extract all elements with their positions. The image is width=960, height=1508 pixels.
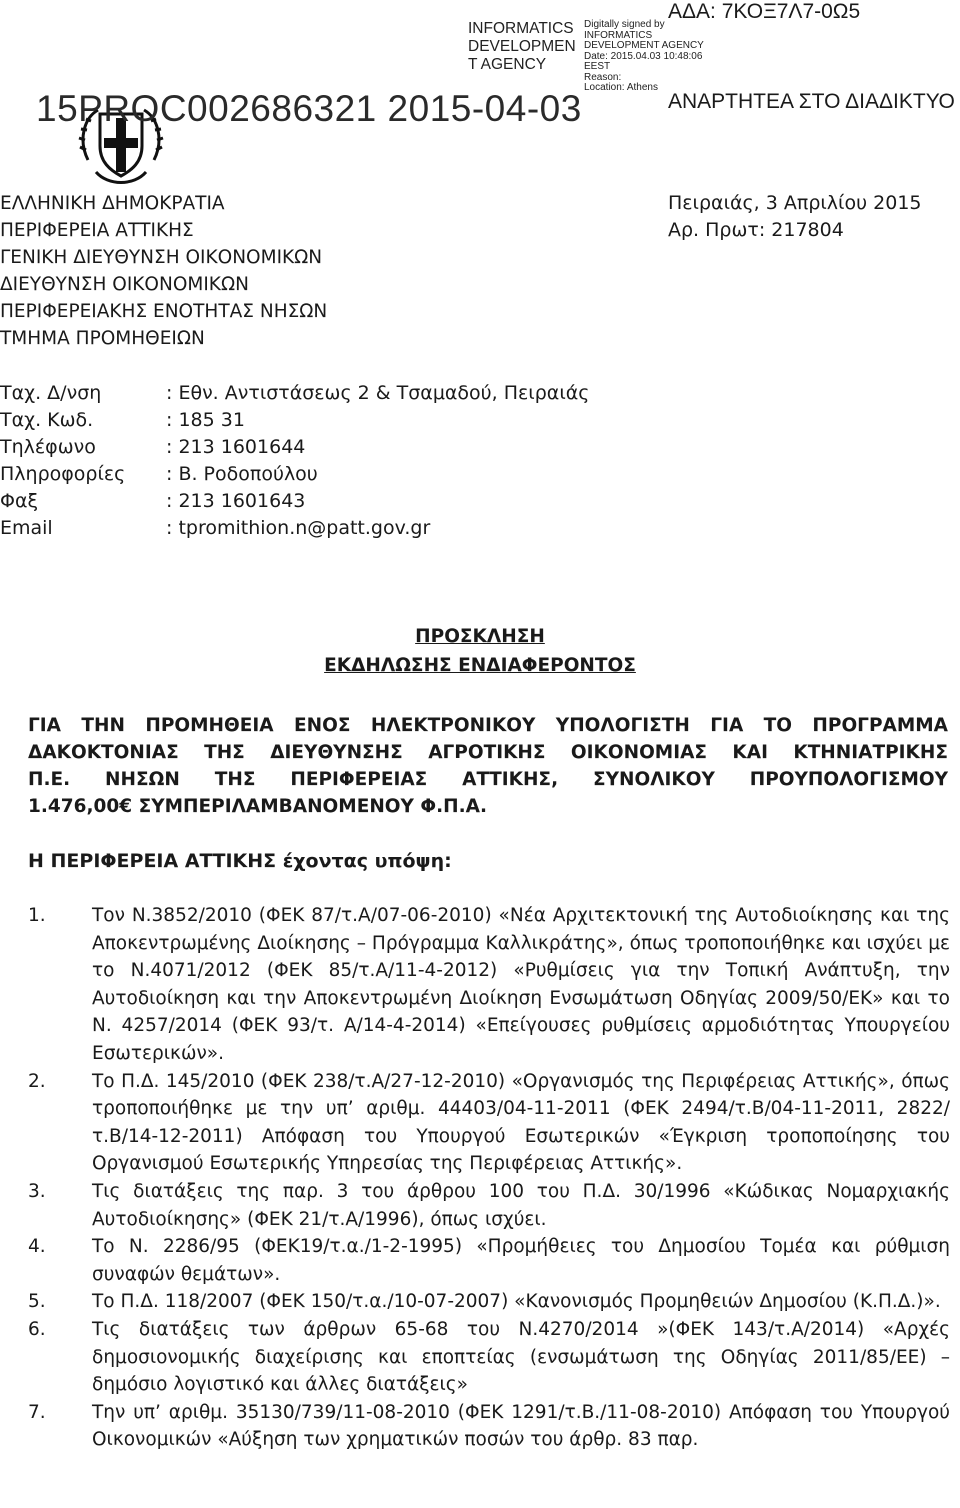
contact-row [0,488,589,515]
list-item [28,1316,950,1399]
authority-line: ΓΕΝΙΚΗ ΔΙΕΥΘΥΝΣΗ ΟΙΚΟΝΟΜΙΚΩΝ [0,247,323,268]
document-subtitle: ΕΚΔΗΛΩΣΗΣ ΕΝΔΙΑΦΕΡΟΝΤΟΣ [324,655,636,676]
contact-label: Φαξ [0,490,39,512]
authority-header [0,190,327,352]
contact-value: : 213 1601644 [166,436,306,458]
list-item [28,1399,950,1454]
list-item [28,1233,950,1288]
contact-row [0,461,589,488]
contact-row [0,515,589,542]
contact-row [0,380,589,407]
contact-info [0,380,589,542]
contact-label: Τηλέφωνο [0,436,96,458]
contact-value: : Εθν. Αντιστάσεως 2 & Τσαμαδού, Πειραιάς [166,382,590,404]
signature-detail-line: INFORMATICS [584,29,653,41]
list-item-number: 4. [28,1236,46,1258]
signature-signer-line: INFORMATICS [468,20,574,37]
subject-block [28,712,948,820]
subject-line: ΓΙΑ ΤΗΝ ΠΡΟΜΗΘΕΙΑ ΕΝΟΣ ΗΛΕΚΤΡΟΝΙΚΟΥ ΥΠΟΛΟΓΙΣΤΗ ΓΙΑ ΤΟ ΠΡΟΓΡΑΜΜΑ [28,715,948,736]
ada-code: ΑΔΑ: 7ΚΟΞ7Λ7-0Ω5 [668,0,861,23]
list-item-number: 7. [28,1401,46,1423]
list-item-text: Το Ν. 2286/95 (ΦΕΚ19/τ.α./1-2-1995) «Προμήθειες του Δημοσίου Τομέα και ρύθμιση συναφών θεμάτων». [92,1236,950,1285]
place-date-block [668,190,922,244]
contact-label: Ταχ. Κωδ. [0,409,94,431]
contact-row [0,434,589,461]
signature-signer [468,20,583,74]
authority-line: ΠΕΡΙΦΕΡΕΙΑΚΗΣ ΕΝΟΤΗΤΑΣ ΝΗΣΩΝ [0,301,328,322]
contact-label: Πληροφορίες [0,463,126,485]
document-title: ΠΡΟΣΚΛΗΣΗ [415,626,545,647]
authority-line: ΔΙΕΥΘΥΝΣΗ ΟΙΚΟΝΟΜΙΚΩΝ [0,274,249,295]
contact-email: : tpromithion.n@patt.gov.gr [166,517,431,539]
subject-line: ΔΑΚΟΚΤΟΝΙΑΣ ΤΗΣ ΔΙΕΥΘΥΝΣΗΣ ΑΓΡΟΤΙΚΗΣ ΟΙΚΟΝΟΜΙΑΣ ΚΑΙ ΚΤΗΝΙΑΤΡΙΚΗΣ [28,742,948,763]
list-item-number: 6. [28,1318,46,1340]
list-item [28,902,950,1068]
place-date: Πειραιάς, 3 Απριλίου 2015 [668,192,922,214]
subject-line: Π.Ε. ΝΗΣΩΝ ΤΗΣ ΠΕΡΙΦΕΡΕΙΑΣ ΑΤΤΙΚΗΣ, ΣΥΝΟΛΙΚΟΥ ΠΡΟΥΠΟΛΟΓΙΣΜΟΥ [28,769,948,790]
list-item-text: Το Π.Δ. 145/2010 (ΦΕΚ 238/τ.Α/27-12-2010) «Οργανισμός της Περιφέρειας Αττικής», όπως τροποποιήθηκε με την υπ’ αριθμ. 44403/04-11-2011 (ΦΕΚ 2494/τ.Β/04-11-2011, 2822/τ.Β/14-12-2011) Απόφαση του Υπουργού Εσωτερικών «Έγκριση τροποποίησης του Οργανισμού Εσωτερικής Υπηρεσίας της Περιφέρειας Αττικής». [92,1070,950,1175]
list-item-text: Την υπ’ αριθμ. 35130/739/11-08-2010 (ΦΕΚ 1291/τ.Β./11-08-2010) Απόφαση του Υπουργού Οικονομικών «Αύξηση των χρηματικών ποσών του άρθρ. 83 παρ. [92,1401,950,1451]
contact-value: : 185 31 [166,409,245,431]
signature-detail-line: Reason: [584,71,622,83]
protocol-number: Αρ. Πρωτ: 217804 [668,219,844,241]
authority-line: ΕΛΛΗΝΙΚΗ ΔΗΜΟΚΡΑΤΙΑ [0,193,225,214]
list-item-text: Τις διατάξεις των άρθρων 65-68 του Ν.4270/2014 »(ΦΕΚ 143/τ.Α/2014) «Αρχές δημοσιονομικής διαχείρισης και εποπτείας (ενσωμάτωση της Οδηγίας 2011/85/ΕΕ) – δημόσιο λογιστικό και άλλες διατάξεις» [92,1318,950,1396]
list-item-number: 3. [28,1180,46,1202]
considerations-list [28,902,950,1454]
contact-label: Ταχ. Δ/νση [0,382,102,404]
list-item [28,1178,950,1233]
signature-signer-line: DEVELOPMEN [468,38,576,55]
list-item-number: 1. [28,905,46,926]
protocol-stamp: 15PROC002686321 2015-04-03 [36,88,582,129]
list-item-text: Τον Ν.3852/2010 (ΦΕΚ 87/τ.Α/07-06-2010) «Νέα Αρχιτεκτονική της Αυτοδιοίκησης και της Αποκεντρωμένης Διοίκησης – Πρόγραμμα Καλλικράτης», όπως τροποποιήθηκε και ισχύει με το Ν.4071/2012 (ΦΕΚ 85/τ.Α/11-4-2012) «Ρυθμίσεις για την Τοπική Ανάπτυξη, την Αυτοδιοίκηση και την Αποκεντρωμένη Διοίκηση Ενσωμάτωση Οδηγίας 2009/50/ΕΚ» και το Ν. 4257/2014 (ΦΕΚ 93/τ. Α/14-4-2014) «Επείγουσες ρυθμίσεις αρμοδιότητας Υπουργείου Εσωτερικών». [92,905,950,1064]
list-item-text: Τις διατάξεις της παρ. 3 του άρθρου 100 του Π.Δ. 30/1996 «Κώδικας Νομαρχιακής Αυτοδιοίκησης» (ΦΕΚ 21/τ.Α/1996), όπως ισχύει. [92,1180,950,1230]
contact-label: Email [0,517,53,539]
signature-detail-line: Date: 2015.04.03 10:48:06 [584,50,703,62]
signature-signer-line: T AGENCY [468,56,547,73]
signature-detail-line: EEST [584,61,611,72]
authority-line: ΠΕΡΙΦΕΡΕΙΑ ΑΤΤΙΚΗΣ [0,220,194,241]
contact-row [0,407,589,434]
intro-statement: Η ΠΕΡΙΦΕΡΕΙΑ ΑΤΤΙΚΗΣ έχοντας υπόψη: [28,850,452,872]
contact-value: : 213 1601643 [166,490,306,512]
list-item [28,1288,950,1316]
signature-detail-line: Location: Athens [584,82,658,93]
list-item [28,1068,950,1178]
list-item-number: 2. [28,1070,46,1092]
post-notice: ΑΝΑΡΤΗΤΕΑ ΣΤΟ ΔΙΑΔΙΚΤΥΟ [668,90,955,113]
subject-line: 1.476,00€ ΣΥΜΠΕΡΙΛΑΜΒΑΝΟΜΕΝΟΥ Φ.Π.Α. [28,796,487,817]
list-item-number: 5. [28,1291,46,1313]
authority-line: ΤΜΗΜΑ ΠΡΟΜΗΘΕΙΩΝ [0,328,205,349]
list-item-text: Το Π.Δ. 118/2007 (ΦΕΚ 150/τ.α./10-07-2007) «Κανονισμός Προμηθειών Δημοσίου (Κ.Π.Δ.)». [92,1291,941,1313]
contact-value: : Β. Ροδοπούλου [166,463,318,485]
signature-detail-line: Digitally signed by [584,19,665,30]
signature-detail-line: DEVELOPMENT AGENCY [584,40,704,51]
signature-details [584,20,714,94]
